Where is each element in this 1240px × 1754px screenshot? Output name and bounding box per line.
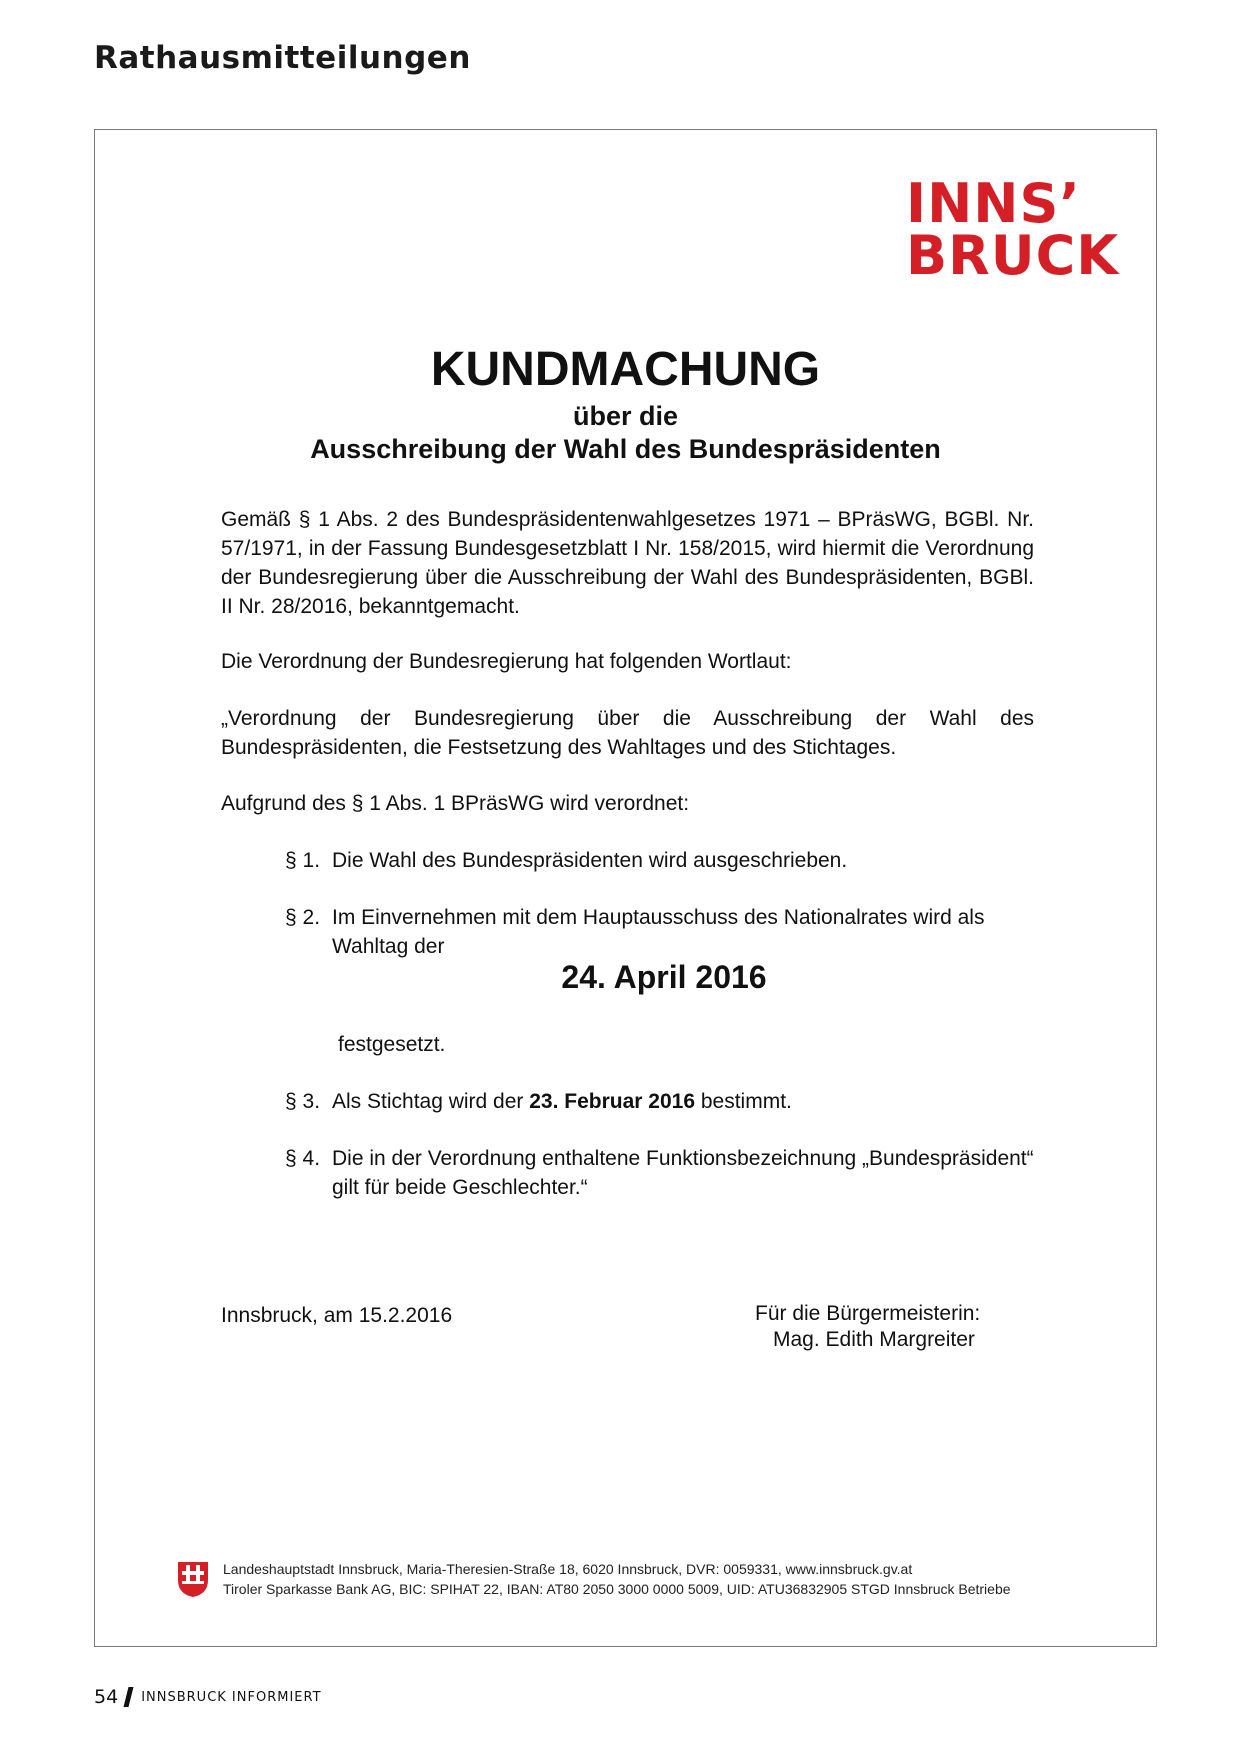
wording-paragraph: Die Verordnung der Bundesregierung hat folgenden Wortlaut:	[221, 650, 792, 673]
document-subtitle-2: Ausschreibung der Wahl des Bundespräsidenten	[310, 434, 941, 464]
document-subtitle-1: über die	[572, 401, 679, 431]
section-text: Die Wahl des Bundespräsidenten wird ausgeschrieben.	[332, 849, 848, 872]
logo-line-2: BRUCK	[906, 224, 1120, 287]
section-text-before: Als Stichtag wird der	[332, 1090, 530, 1113]
section-text: Die in der Verordnung enthaltene Funktionsbezeichnung „Bundespräsident“ gilt für beide Geschlechter.“	[332, 1147, 1034, 1199]
signature-role: Für die Bürgermeisterin:	[755, 1302, 981, 1325]
section-number: § 2.	[285, 906, 321, 929]
signature-block	[755, 1301, 980, 1353]
footer-bank: Tiroler Sparkasse Bank AG, BIC: SPIHAT 22, IBAN: AT80 2050 3000 0000 5009, UID: ATU36832905 STGD Innsbruck Betriebe	[223, 1581, 1011, 1597]
innsbruck-logo	[906, 172, 1120, 287]
document-footer	[176, 1559, 1076, 1599]
section-text	[332, 1087, 1045, 1116]
section-number: § 4.	[285, 1147, 321, 1170]
section-text: Im Einvernehmen mit dem Hauptausschuss des Nationalrates wird als Wahltag der	[332, 906, 985, 958]
section-text-after: bestimmt.	[695, 1090, 792, 1113]
city-emblem-icon	[176, 1560, 210, 1598]
logo-line-1: INNS’	[906, 172, 1081, 235]
footer-address: Landeshauptstadt Innsbruck, Maria-Theresien-Straße 18, 6020 Innsbruck, DVR: 0059331, www.innsbruck.gv.at	[223, 1561, 913, 1577]
page-number: 54	[94, 1686, 119, 1708]
publication-name: INNSBRUCK INFORMIERT	[141, 1689, 322, 1705]
section-4	[285, 1144, 1045, 1202]
festgesetzt-text: festgesetzt.	[338, 1033, 446, 1056]
section-2	[285, 903, 1045, 961]
footer-text	[223, 1559, 1011, 1599]
section-number: § 3.	[285, 1090, 321, 1113]
election-date: 24. April 2016	[561, 959, 767, 995]
intro-paragraph: Gemäß § 1 Abs. 2 des Bundespräsidentenwahlgesetzes 1971 – BPräsWG, BGBl. Nr. 57/1971, in der Fassung Bundesgesetzblatt I Nr. 158/2015, wird hiermit die Verordnung der Bundesregierung über die Ausschreibung der Wahl des Bundespräsidenten, BGBl. II Nr. 28/2016, bekanntgemacht.	[221, 508, 1034, 618]
decree-paragraph: Aufgrund des § 1 Abs. 1 BPräsWG wird verordnet:	[221, 792, 690, 815]
section-title: Rathausmitteilungen	[94, 40, 471, 76]
page-footer	[94, 1686, 322, 1708]
signature-name: Mag. Edith Margreiter	[773, 1328, 975, 1351]
section-3	[285, 1087, 1045, 1116]
slash-divider	[124, 1687, 134, 1707]
place-date: Innsbruck, am 15.2.2016	[221, 1304, 453, 1327]
document-title: KUNDMACHUNG	[430, 343, 821, 396]
section-1	[285, 846, 1045, 875]
section-number: § 1.	[285, 849, 321, 872]
ordinance-title-paragraph: „Verordnung der Bundesregierung über die Ausschreibung der Wahl des Bundespräsidenten, die Festsetzung des Wahltages und des Stichtages.	[221, 707, 1034, 759]
reference-date: 23. Februar 2016	[529, 1090, 696, 1113]
